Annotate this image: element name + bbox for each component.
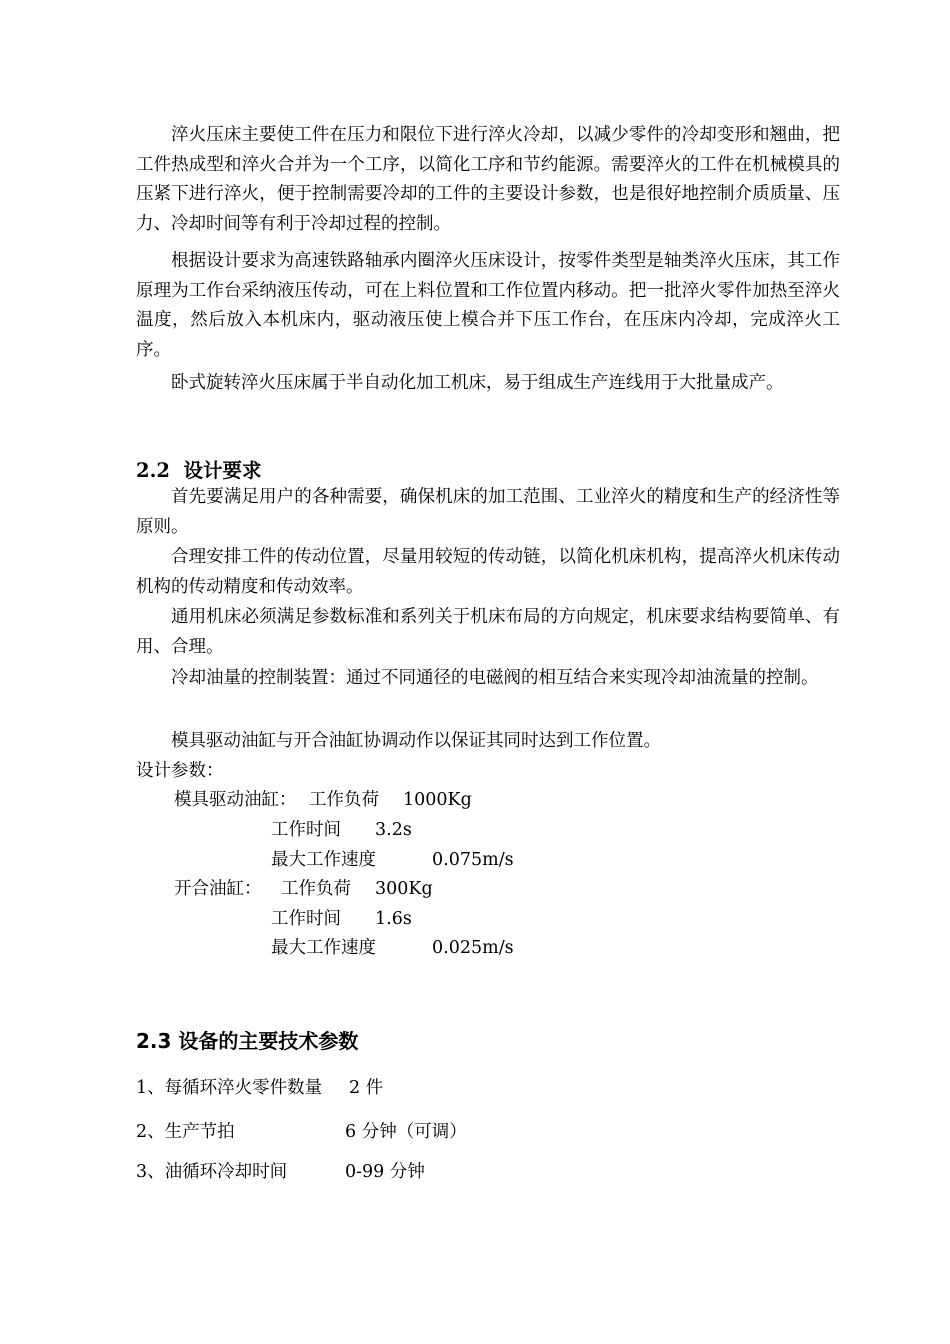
tech-param-1-label: 1、每循环淬火零件数量 [136, 1078, 323, 1098]
cylinder2-time-label: 工作时间 [271, 909, 341, 929]
requirement-paragraph-1: 首先要满足用户的各种需要，确保机床的加工范围、工业淬火的精度和生产的经济性等原则。 [136, 487, 840, 537]
intro-paragraph-1: 淬火压床主要使工件在压力和限位下进行淬火冷却，以减少零件的冷却变形和翘曲，把工件热成型和淬火合并为一个工序，以简化工序和节约能源。需要淬火的工件在机械模具的压紧下进行淬火，便于控制需要冷却的工件的主要设计参数，也是很好地控制介质质量、压力、冷却时间等有利于冷却过程的控制。 [136, 125, 840, 234]
cylinder2-load-value: 300Kg [375, 879, 433, 899]
cylinder2-name: 开合油缸： [174, 879, 262, 899]
design-params-label: 设计参数： [136, 761, 224, 781]
cylinder1-time-label: 工作时间 [271, 820, 341, 840]
cylinder1-speed-value: 0.075m/s [432, 850, 514, 870]
cylinder2-time-value: 1.6s [375, 909, 412, 929]
section-2-2-heading: 2.2 设计要求 [136, 459, 262, 482]
cylinder1-load-value: 1000Kg [403, 790, 472, 810]
cylinder1-name: 模具驱动油缸： [174, 790, 297, 810]
requirement-paragraph-3: 通用机床必须满足参数标准和系列关于机床布局的方向规定，机床要求结构要简单、有用、合理。 [136, 607, 840, 657]
requirement-paragraph-2: 合理安排工件的传动位置，尽量用较短的传动链，以简化机床机构，提高淬火机床传动机构的传动精度和传动效率。 [136, 547, 840, 597]
tech-param-3-label: 3、油循环冷却时间 [136, 1162, 288, 1182]
cylinder1-speed-label: 最大工作速度 [271, 850, 376, 870]
tech-param-3-value: 0-99 分钟 [345, 1162, 425, 1182]
cylinder1-load-label: 工作负荷 [309, 790, 379, 810]
cylinder2-speed-label: 最大工作速度 [271, 938, 376, 958]
section-2-3-heading: 2.3 设备的主要技术参数 [136, 1029, 359, 1053]
cylinder1-time-value: 3.2s [375, 820, 412, 840]
tech-param-2-value: 6 分钟（可调） [345, 1122, 467, 1142]
intro-paragraph-2: 根据设计要求为高速铁路轴承内圈淬火压床设计，按零件类型是轴类淬火压床，其工作原理为工作台采纳液压传动，可在上料位置和工作位置内移动。把一批淬火零件加热至淬火温度，然后放入本机床内，驱动液压使上模合并下压工作台，在压床内冷却，完成淬火工序。 [136, 251, 840, 360]
tech-param-1-value: 2 件 [349, 1078, 384, 1098]
tech-param-2-label: 2、生产节拍 [136, 1122, 235, 1142]
requirement-paragraph-5: 模具驱动油缸与开合油缸协调动作以保证其同时达到工作位置。 [171, 731, 661, 751]
requirement-paragraph-4: 冷却油量的控制装置：通过不同通径的电磁阀的相互结合来实现冷却油流量的控制。 [171, 668, 819, 688]
intro-paragraph-3: 卧式旋转淬火压床属于半自动化加工机床，易于组成生产连线用于大批量成产。 [171, 373, 784, 393]
cylinder2-load-label: 工作负荷 [281, 879, 351, 899]
cylinder2-speed-value: 0.025m/s [432, 938, 514, 958]
